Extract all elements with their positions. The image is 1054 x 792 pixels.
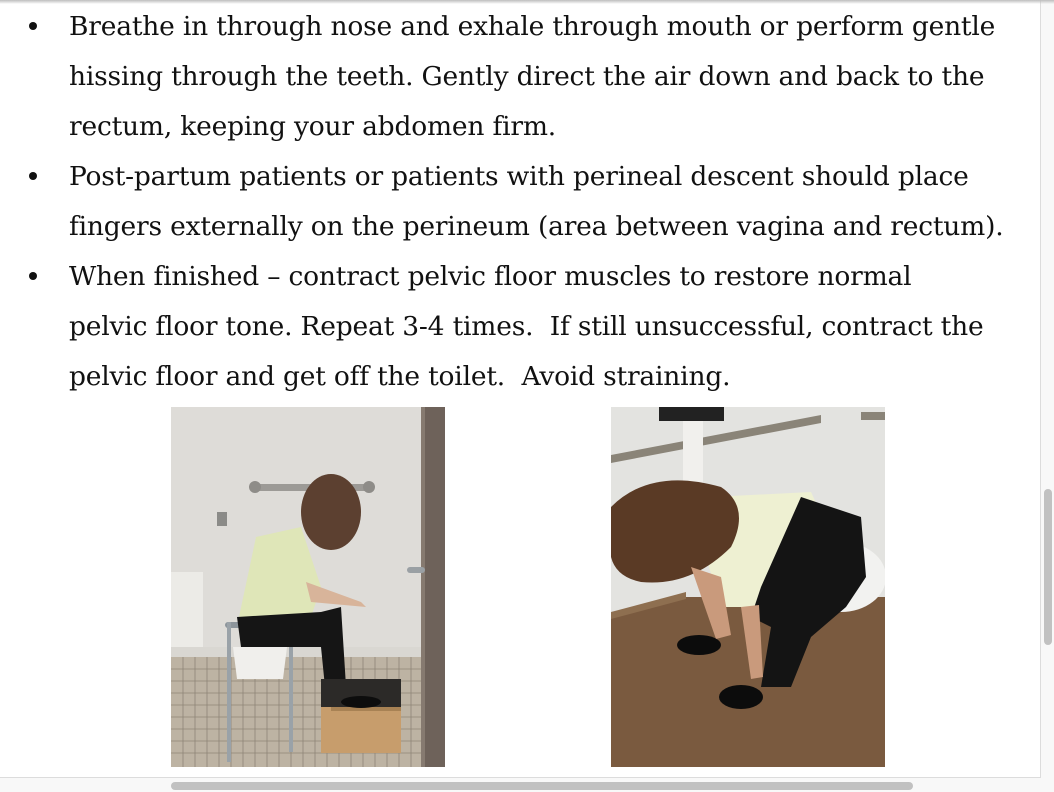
text-line: Post-partum patients or patients with perineal descent should place	[69, 161, 969, 192]
horizontal-scrollbar[interactable]	[0, 779, 1054, 792]
text-line: rectum, keeping your abdomen firm.	[69, 111, 556, 142]
photo-bending-forward	[611, 407, 885, 767]
horizontal-scrollbar-thumb[interactable]	[171, 782, 913, 790]
photo-seated-on-commode	[171, 407, 445, 767]
text-line: fingers externally on the perineum (area between vagina and rectum).	[69, 211, 1004, 242]
bullet-icon	[29, 22, 37, 30]
text-line: Breathe in through nose and exhale through mouth or perform gentle	[69, 11, 996, 42]
list-item	[0, 152, 1029, 252]
photo-seated-image	[171, 407, 445, 767]
vertical-scrollbar-thumb[interactable]	[1044, 489, 1052, 645]
text-line: pelvic floor tone. Repeat 3-4 times. If still unsuccessful, contract the	[69, 311, 984, 342]
text-line: When finished – contract pelvic floor muscles to restore normal	[69, 261, 912, 292]
top-edge-shadow	[0, 0, 1054, 4]
bullet-icon	[29, 172, 37, 180]
bullet-icon	[29, 272, 37, 280]
text-line: hissing through the teeth. Gently direct the air down and back to the	[69, 61, 985, 92]
list-item	[0, 252, 1029, 402]
vertical-scrollbar[interactable]	[1041, 0, 1054, 779]
photo-bending-image	[611, 407, 885, 767]
text-line: pelvic floor and get off the toilet. Avoid straining.	[69, 361, 731, 392]
list-item	[0, 2, 1029, 152]
instruction-list	[0, 2, 1029, 402]
